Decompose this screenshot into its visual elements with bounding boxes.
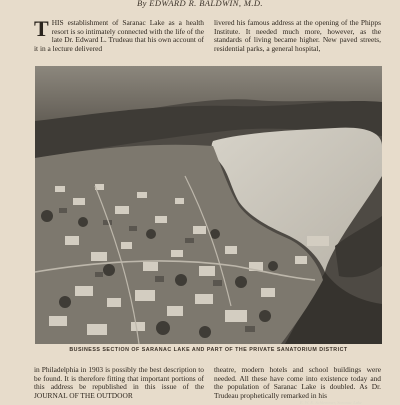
aerial-photo-image xyxy=(35,66,382,344)
intro-right-column xyxy=(214,19,381,54)
body-left-column xyxy=(34,366,204,401)
body-right-text: theatre, modern hotels and school buildings were needed. All these have come into existence today and the population of Saranac Lake is doubled. As Dr. Trudeau prophetically remarked in his xyxy=(214,365,381,401)
photo-credit: E. W. E. Schlemmer, Saranac Lake xyxy=(299,400,362,405)
intro-left-text: HIS establishment of Saranac Lake as a health resort is so intimately connected with the life of the late Dr. Edward L. Trudeau that his own account of it in a lecture delivered xyxy=(34,18,204,54)
photo-caption: BUSINESS SECTION OF SARANAC LAKE AND PART OF THE PRIVATE SANATORIUM DISTRICT xyxy=(69,347,348,353)
intro-left-column xyxy=(34,16,204,54)
byline: By EDWARD R. BALDWIN, M.D. xyxy=(137,0,263,8)
intro-right-text: livered his famous address at the opening of the Phipps Institute. It needed much more, however, as the standards of living became higher. New paved streets, residential parks, a general hospital, xyxy=(214,18,381,54)
body-right-column xyxy=(214,366,381,401)
body-left-text: in Philadelphia in 1903 is possibly the best description to be found. It is therefore fitting that important portions of this address be republished in this issue of the JOURNAL OF THE OUTDOOR xyxy=(34,365,204,401)
drop-cap: T xyxy=(34,16,49,41)
